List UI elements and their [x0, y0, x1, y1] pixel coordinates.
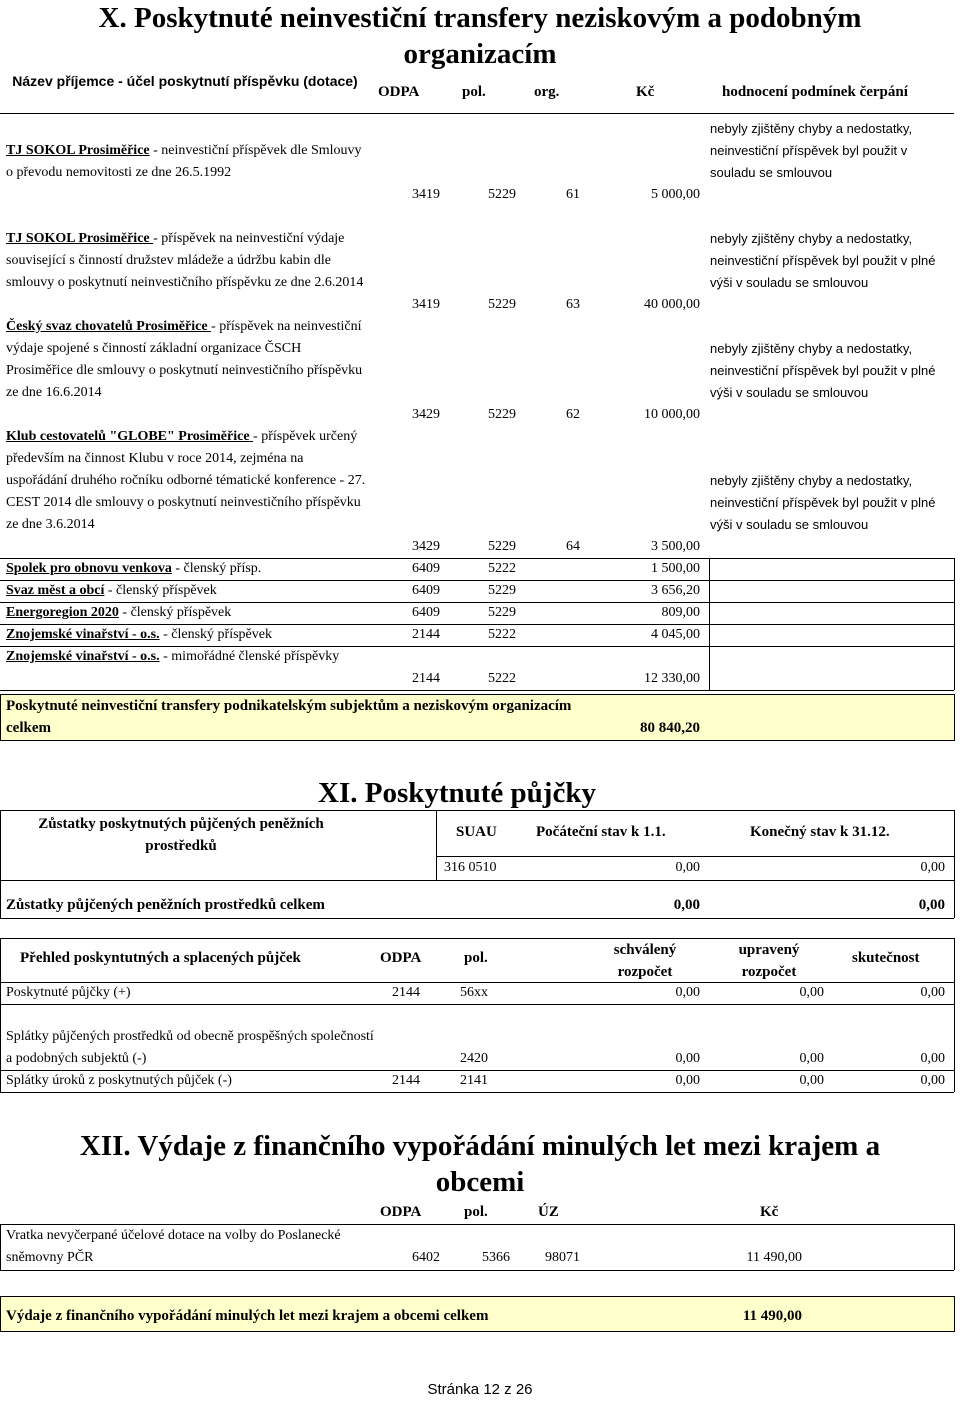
row-kc: 12 330,00: [644, 671, 700, 686]
row-org: 63: [566, 297, 580, 312]
recipient-desc: - členský příspěvek: [104, 583, 217, 598]
transfer-row-5: [6, 558, 366, 580]
row-odpa: 3429: [412, 407, 440, 422]
row-pol: 5229: [488, 605, 516, 620]
section-10-title-line1: X. Poskytnuté neinvestiční transfery neziskovým a podobným: [98, 2, 862, 34]
overview-row-3-pol: 2141: [460, 1073, 488, 1088]
section-12-title-line2: obcemi: [435, 1166, 525, 1198]
org-header: org.: [534, 84, 560, 100]
overview-odpa-header: ODPA: [380, 950, 422, 966]
recipient-name: Český svaz chovatelů Prosiměřice: [6, 319, 212, 334]
grid-line: [0, 918, 954, 919]
recipient-name: Znojemské vinařství - o.s.: [6, 649, 160, 664]
recipient-name: Klub cestovatelů "GLOBE" Prosiměřice: [6, 429, 254, 444]
start-header: Počáteční stav k 1.1.: [536, 824, 666, 840]
recipient-name: Znojemské vinařství - o.s.: [6, 627, 160, 642]
row-eval: nebyly zjištěny chyby a nedostatky, neinvestiční příspěvek byl použit v plné výši v souladu se smlouvou: [710, 341, 936, 400]
recipient-name: Spolek pro obnovu venkova: [6, 561, 172, 576]
overview-row-1-approved: 0,00: [675, 985, 700, 1000]
transfer-row-2: [6, 228, 366, 294]
odpa-header: ODPA: [378, 84, 420, 100]
pol-header: pol.: [462, 84, 486, 100]
recipient-name: TJ SOKOL Prosiměřice: [6, 143, 150, 158]
overview-row-2-actual: 0,00: [920, 1051, 945, 1066]
row-org: 64: [566, 539, 580, 554]
row-pol: 5222: [488, 627, 516, 642]
recipient-desc: - členský přísp.: [171, 561, 262, 576]
recipient-desc: - příspěvek na neinvestiční výdaje související s činností družstev mládeže a údržbu kabin dle smlouvy o poskytnutí neinvestičního příspěvku ze dne 2.6.2014: [6, 231, 364, 290]
end-header: Konečný stav k 31.12.: [750, 824, 890, 840]
balances-total-start: 0,00: [673, 897, 700, 913]
grid-line: [0, 690, 954, 691]
recipient-desc: - členský příspěvek: [159, 627, 272, 642]
recipient-desc: - neinvestiční příspěvek dle Smlouvy o převodu nemovitosti ze dne 26.5.1992: [6, 143, 362, 180]
overview-row-2-approved: 0,00: [675, 1051, 700, 1066]
row-kc: 3 500,00: [651, 539, 700, 554]
recipient-desc: - příspěvek na neinvestiční výdaje spojené s činností základní organizace ČSCH Prosiměřice dle smlouvy o poskytnutí neinvestičního příspěvku ze dne 16.6.2014: [6, 319, 363, 400]
row-kc: 3 656,20: [651, 583, 700, 598]
overview-row-2-pol: 2420: [460, 1051, 488, 1066]
row-kc: 4 045,00: [651, 627, 700, 642]
transfer-row-6: [6, 580, 366, 602]
row-org: 61: [566, 187, 580, 202]
balances-total-label: Zůstatky půjčených peněžních prostředků celkem: [6, 897, 325, 913]
adjusted-header: upravený rozpočet: [738, 942, 800, 980]
grid-line: [709, 558, 710, 690]
section-12-total-label: Výdaje z finančního vypořádání minulých let mezi krajem a obcemi celkem: [6, 1308, 489, 1324]
row-eval: nebyly zjištěny chyby a nedostatky, neinvestiční příspěvek byl použit v plné výši v souladu se smlouvou: [710, 231, 936, 290]
overview-row-1-label: Poskytnuté půjčky (+): [6, 985, 131, 1000]
row-pol: 5229: [488, 583, 516, 598]
overview-row-1-pol: 56xx: [460, 985, 488, 1000]
section-12-title: [0, 1128, 960, 1200]
section-11-title: [318, 775, 648, 811]
row-pol: 5229: [488, 187, 516, 202]
section-11-title-text: XI. Poskytnuté půjčky: [318, 777, 596, 809]
overview-row-2-adjusted: 0,00: [799, 1051, 824, 1066]
s12-row-odpa: 6402: [412, 1250, 440, 1265]
grid-line: [0, 810, 954, 811]
transfer-row-8: [6, 624, 366, 646]
grid-line: [0, 1270, 954, 1271]
grid-line: [954, 810, 955, 918]
row-kc: 10 000,00: [644, 407, 700, 422]
row-odpa: 3429: [412, 539, 440, 554]
page-number: Stránka 12 z 26: [427, 1381, 533, 1398]
section-10-total-label: Poskytnuté neinvestiční transfery podnikatelským subjektům a neziskovým organizacím celkem: [6, 698, 572, 736]
eval-header: hodnocení podmínek čerpání: [722, 84, 908, 100]
end-value: 0,00: [920, 860, 945, 875]
overview-row-3-adjusted: 0,00: [799, 1073, 824, 1088]
transfer-row-9: [6, 646, 366, 668]
section-12-total-value: 11 490,00: [742, 1308, 802, 1324]
grid-line: [0, 810, 1, 918]
row-kc: 40 000,00: [644, 297, 700, 312]
grid-line: [0, 1092, 954, 1093]
balances-total-end: 0,00: [918, 897, 945, 913]
s12-kc-header: Kč: [760, 1204, 779, 1220]
row-pol: 5222: [488, 671, 516, 686]
overview-row-2-label: Splátky půjčených prostředků od obecně prospěšných společností a podobných subjektů (-): [6, 1029, 374, 1066]
overview-row-1-adjusted: 0,00: [799, 985, 824, 1000]
grid-line: [954, 938, 955, 1092]
transfer-row-4: [6, 426, 366, 536]
overview-row-1-actual: 0,00: [920, 985, 945, 1000]
s12-uz-header: ÚZ: [538, 1204, 559, 1220]
row-pol: 5222: [488, 561, 516, 576]
grid-line: [436, 810, 437, 880]
recipient-name: TJ SOKOL Prosiměřice: [6, 231, 154, 246]
s12-row-pol: 5366: [482, 1250, 510, 1265]
kc-header: Kč: [636, 84, 655, 100]
s12-row-uz: 98071: [545, 1250, 580, 1265]
overview-row-3-odpa: 2144: [392, 1073, 420, 1088]
section-10-title-line2: organizacím: [403, 38, 557, 70]
recipient-desc: - příspěvek určený především na činnost Klubu v roce 2014, zejména na uspořádání druhého ročníku odborné tématické konference - 27. CEST 2014 dle smlouvy o poskytnutí neinvestičního příspěvku ze dne 3.6.2014: [6, 429, 366, 532]
grid-line: [0, 938, 1, 1092]
grid-line: [954, 558, 955, 690]
transfer-row-7: [6, 602, 366, 624]
overview-row-3-label: Splátky úroků z poskytnutých půjček (-): [6, 1073, 232, 1088]
approved-header: schválený rozpočet: [613, 942, 677, 980]
overview-row-3-approved: 0,00: [675, 1073, 700, 1088]
row-odpa: 6409: [412, 605, 440, 620]
row-odpa: 3419: [412, 187, 440, 202]
row-pol: 5229: [488, 539, 516, 554]
row-odpa: 2144: [412, 671, 440, 686]
suau-header: SUAU: [456, 824, 497, 840]
recipient-desc: - mimořádné členské příspěvky: [159, 649, 340, 664]
recipient-desc: - členský příspěvek: [118, 605, 232, 620]
grid-line: [954, 1224, 955, 1270]
header-rule: [0, 113, 954, 114]
row-kc: 5 000,00: [651, 187, 700, 202]
s12-odpa-header: ODPA: [380, 1204, 422, 1220]
suau-value: 316 0510: [444, 860, 497, 875]
transfer-row-3: [6, 316, 366, 404]
recipient-name: Svaz měst a obcí: [6, 583, 105, 598]
transfer-row-1: [6, 140, 366, 184]
row-kc: 1 500,00: [651, 561, 700, 576]
row-odpa: 2144: [412, 627, 440, 642]
grid-line: [0, 880, 954, 881]
actual-header: skutečnost: [852, 950, 920, 966]
section-10-total-value: 80 840,20: [640, 720, 700, 736]
s12-row-label: Vratka nevyčerpané účelové dotace na volby do Poslanecké sněmovny PČR: [6, 1228, 341, 1265]
recipient-header: Název příjemce - účel poskytnutí příspěvku (dotace): [12, 73, 358, 89]
row-odpa: 3419: [412, 297, 440, 312]
section-12-title-line1: XII. Výdaje z finančního vypořádání minulých let mezi krajem a: [79, 1130, 881, 1162]
row-odpa: 6409: [412, 561, 440, 576]
row-org: 62: [566, 407, 580, 422]
overview-row-3-actual: 0,00: [920, 1073, 945, 1088]
balances-label: Zůstatky poskytnutých půjčených peněžních prostředků: [38, 816, 324, 854]
overview-pol-header: pol.: [464, 950, 488, 966]
overview-row-1-odpa: 2144: [392, 985, 420, 1000]
grid-line: [0, 1004, 954, 1005]
recipient-name: Energoregion 2020: [6, 605, 119, 620]
s12-row-kc: 11 490,00: [746, 1250, 802, 1265]
row-odpa: 6409: [412, 583, 440, 598]
s12-pol-header: pol.: [464, 1204, 488, 1220]
row-pol: 5229: [488, 407, 516, 422]
grid-line: [0, 1224, 1, 1270]
row-pol: 5229: [488, 297, 516, 312]
section-10-title: [0, 0, 960, 72]
row-eval: nebyly zjištěny chyby a nedostatky, neinvestiční příspěvek byl použit v souladu se smlouvou: [710, 121, 913, 180]
row-eval: nebyly zjištěny chyby a nedostatky, neinvestiční příspěvek byl použit v plné výši v souladu se smlouvou: [710, 473, 936, 532]
start-value: 0,00: [675, 860, 700, 875]
overview-label: Přehled poskyntutných a splacených půjček: [20, 950, 301, 966]
row-kc: 809,00: [661, 605, 700, 620]
